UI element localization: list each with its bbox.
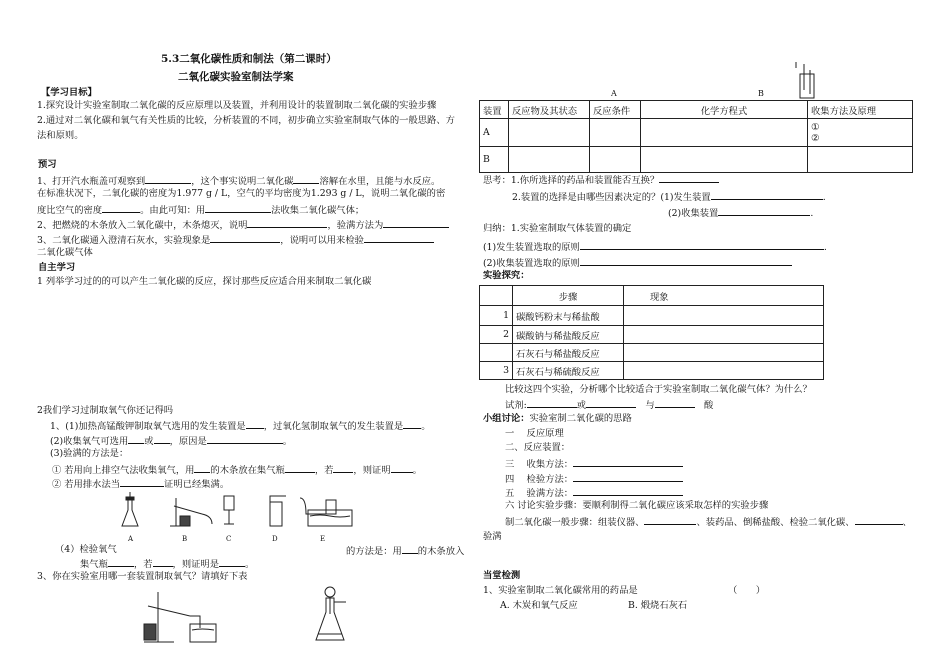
preview-line-3: 度比空气的密度 。由此可知：用 法收集二氧化碳气体；	[37, 205, 365, 216]
collect-mark-1: ①	[811, 121, 820, 133]
device-header-device: 装置	[480, 101, 509, 119]
explore-compare: 比较这四个实验，分析哪个比较适合于实验室制取二氧化碳气体？为什么？	[505, 384, 812, 395]
device-row-b-conditions[interactable]	[590, 147, 641, 173]
think-line-2: 2.装置的选择是由哪些因素决定的？(1)发生装置 .	[512, 192, 826, 203]
self-study-q2-4: ① 若用向上排空气法收集氧气，用 的木条放在集气瓶 ，若 ，则证明 。	[52, 465, 422, 476]
apparatus-label-c: C	[226, 535, 232, 543]
device-header-equation: 化学方程式	[641, 101, 808, 119]
preview-line-4: 2、把燃烧的木条放入二氧化碳中，木条熄灭，说明 ，验满方法为	[37, 218, 449, 232]
device-row-a-conditions[interactable]	[590, 119, 641, 147]
summary-line-2: (2)收集装置选取的原则	[483, 256, 792, 270]
explore-heading: 实验探究：	[483, 270, 530, 281]
self-study-q2-2: (2)收集氧气可选用 或 ，原因是 。	[50, 436, 293, 447]
doc-title: 5.3二氧化碳性质和制法（第二课时）	[161, 53, 337, 65]
group-heading-line: 小组讨论：实验室制二氧化碳的思路	[483, 413, 632, 424]
preview-heading: 预习	[38, 159, 57, 170]
co2-apparatus-figure	[130, 584, 380, 644]
test-answer-paren[interactable]: （ ）	[728, 585, 766, 596]
self-study-q4-a: （4）检验氧气	[55, 544, 117, 555]
gas-bottle-icon	[792, 60, 822, 100]
self-study-q2-5: ② 若用排水法当 证明已经集满。	[52, 479, 230, 490]
device-row-b-name: B	[480, 147, 509, 173]
device-header-collect: 收集方法及原理	[808, 101, 913, 119]
group-item-4: 四 检验方法：	[505, 472, 683, 486]
device-row-b-equation[interactable]	[641, 147, 808, 173]
think-line-1: 思考：1.你所选择的药品和装置能否互换？	[483, 173, 719, 187]
preview-line-5: 3、二氧化碳通入澄清石灰水，实验现象是 ，说明可以用来检验	[37, 233, 434, 247]
apparatus-label-e: E	[320, 535, 326, 543]
explore-row-step: 石灰石与稀硫酸反应	[513, 362, 624, 380]
explore-row-step: 碳酸钙粉末与稀盐酸	[513, 306, 624, 326]
explore-row-step: 碳酸钠与稀盐酸反应	[513, 326, 624, 344]
goal-item-3: 法和原则。	[37, 130, 84, 141]
device-label-a: A	[611, 89, 617, 98]
group-item-2: 二、反应装置：	[505, 442, 571, 453]
explore-row-num	[480, 344, 513, 362]
summary-line-0: 归纳：1.实验室制取气体装置的确定	[483, 223, 632, 234]
group-item-6: 六 讨论实验步骤：要顺利制得二氧化碳应该采取怎样的实验步骤	[505, 500, 769, 511]
apparatus-label-d: D	[272, 535, 278, 543]
explore-row-step: 石灰石与稀盐酸反应	[513, 344, 624, 362]
explore-header-result: 现象	[624, 286, 824, 306]
preview-line-6: 二氧化碳气体	[37, 247, 93, 258]
explore-row-num: 1	[480, 306, 513, 326]
goal-item-1: 1.探究设计实验室制取二氧化碳的反应原理以及装置，并利用设计的装置制取二氧化碳的实验步骤	[37, 100, 437, 111]
test-option-b[interactable]: B. 煅烧石灰石	[628, 600, 688, 611]
test-heading: 当堂检测	[483, 570, 521, 581]
goals-heading: 【学习目标】	[41, 87, 97, 98]
device-row-a-equation[interactable]	[641, 119, 808, 147]
explore-row-result[interactable]	[624, 326, 824, 344]
device-row-a-name: A	[480, 119, 509, 147]
self-study-q2-3: (3)验满的方法是：	[50, 448, 129, 459]
explore-header-step: 步骤	[513, 286, 624, 306]
collect-mark-2: ②	[811, 132, 820, 144]
summary-line-1: (1)发生装置选取的原则 .	[483, 242, 827, 253]
self-study-q1: 1 列举学习过的的可以产生二氧化碳的反应，探讨那些反应适合用来制取二氧化碳	[37, 276, 372, 287]
device-row-b-reactants[interactable]	[509, 147, 590, 173]
device-header-conditions: 反应条件	[590, 101, 641, 119]
group-item-3: 三 收集方法：	[505, 457, 683, 471]
doc-subtitle: 二氧化碳实验室制法学案	[178, 71, 294, 83]
self-study-q3: 3、你在实验室用哪一套装置制取氧气？请填好下表	[37, 571, 248, 582]
device-row-a-reactants[interactable]	[509, 119, 590, 147]
group-item-5: 五 验满方法：	[505, 486, 683, 500]
explore-row-result[interactable]	[624, 344, 824, 362]
self-study-q4-c: 集气瓶 ，若 ，则证明是 。	[80, 559, 255, 570]
test-question-1: 1、实验室制取二氧化碳常用的药品是	[483, 585, 638, 596]
device-row-b-collect[interactable]	[808, 147, 913, 173]
self-study-q4-b: 的方法是：用 的木条放入	[346, 546, 465, 557]
self-study-heading: 自主学习	[38, 262, 76, 273]
explore-row-result[interactable]	[624, 362, 824, 380]
device-label-b: B	[758, 89, 764, 98]
test-option-a[interactable]: A. 木炭和氧气反应	[500, 600, 578, 611]
preview-line-1: 1、打开汽水瓶盖可观察到 ，这个事实说明二氧化碳 溶解在水里，且能与水反应。	[37, 176, 441, 187]
apparatus-label-a: A	[128, 535, 134, 543]
explore-reagents: 试剂: 或 与 酸	[505, 400, 714, 411]
apparatus-label-b: B	[182, 535, 188, 543]
explore-table	[479, 285, 824, 380]
think-line-3: (2)收集装置 .	[668, 208, 814, 219]
device-row-a-collect[interactable]	[808, 119, 913, 147]
preview-line-2: 在标准状况下，二氧化碳的密度为1.977 g / L，空气的平均密度为1.293 g / L，说明二氧化碳的密	[37, 188, 446, 199]
explore-row-result[interactable]	[624, 306, 824, 326]
device-table	[479, 100, 913, 173]
self-study-q2-1: 1、(1)加热高锰酸钾制取氧气选用的发生装置是 ，过氧化氢制取氧气的发生装置是 。	[50, 421, 431, 432]
goal-item-2: 2.通过对二氧化碳和氧气有关性质的比较，分析装置的不同，初步确立实验室制取气体的一般思路、方	[37, 115, 455, 126]
group-item-1: 一 反应原理	[505, 428, 564, 439]
self-study-q2: 2我们学习过制取氧气你还记得吗	[37, 405, 174, 416]
explore-row-num: 3	[480, 362, 513, 380]
device-header-reactants: 反应物及其状态	[509, 101, 590, 119]
group-item-6-steps: 制二氧化碳一般步骤：组装仪器、 、装药品、倒稀盐酸、检验二氧化碳、 、	[505, 517, 912, 528]
group-item-6-end: 验满	[483, 531, 502, 542]
explore-row-num: 2	[480, 326, 513, 344]
